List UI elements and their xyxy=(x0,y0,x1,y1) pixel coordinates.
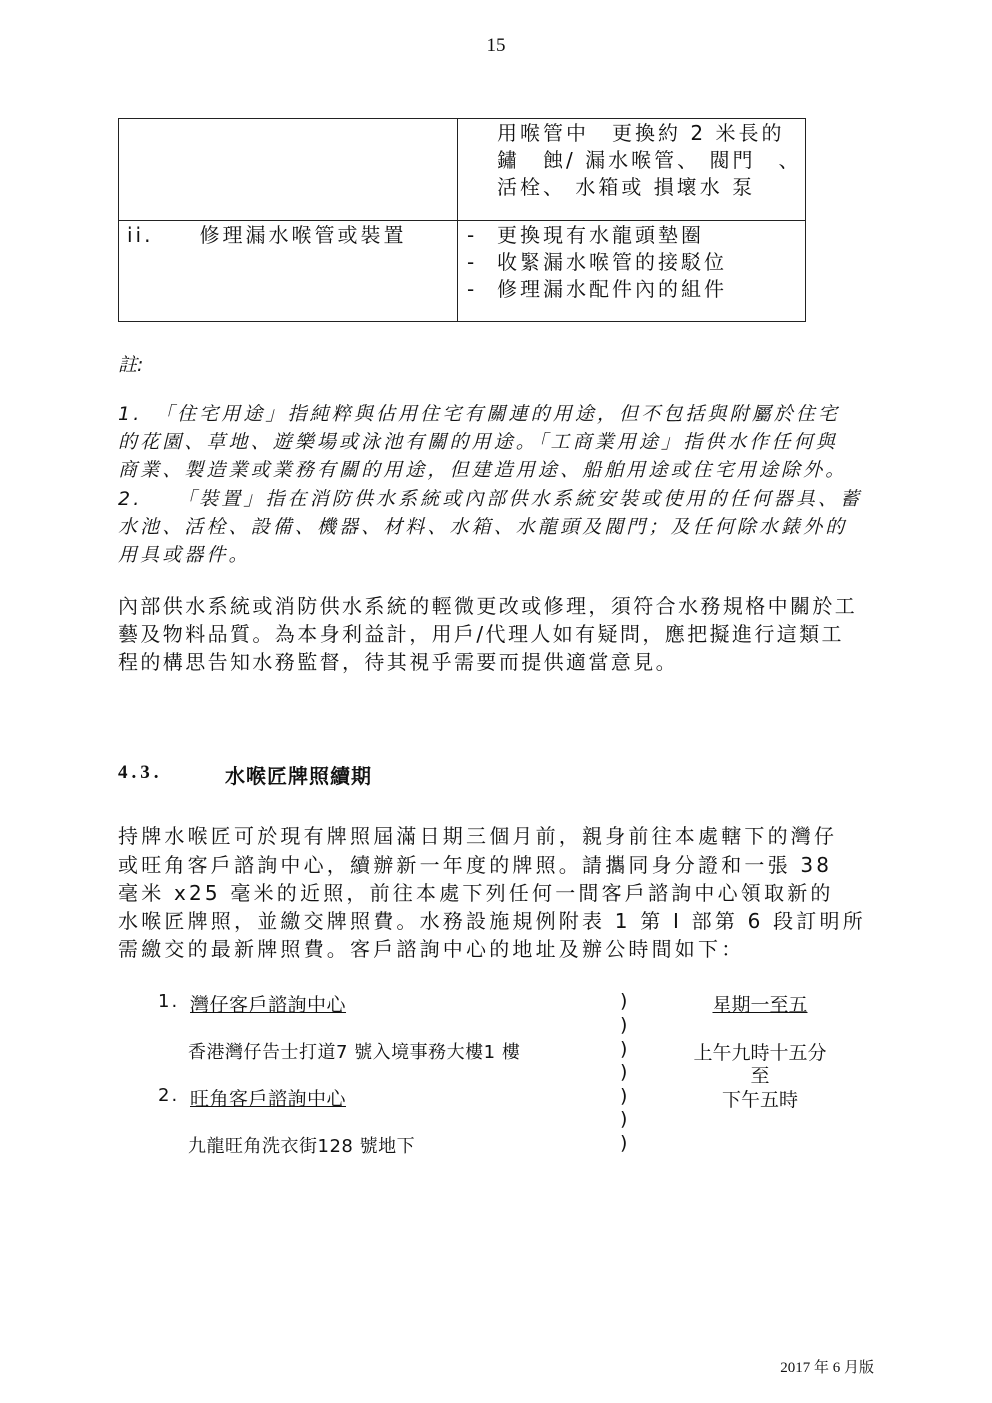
bullet-dash: - xyxy=(467,250,475,274)
bracket-mark: ) xyxy=(620,1085,628,1107)
office-number: 2. xyxy=(158,1085,180,1106)
paragraph-line: 水喉匠牌照，並繳交牌照費。水務設施規例附表 1 第 I 部第 6 段訂明所 xyxy=(118,909,866,933)
table-cell-line: 用喉管中 更換約 2 米長的 xyxy=(497,121,785,145)
paragraph-line: 或旺角客戶諮詢中心，續辦新一年度的牌照。請攜同身分證和一張 38 xyxy=(118,853,833,877)
paragraph-line: 藝及物料品質。為本身利益計，用戶/代理人如有疑問，應把擬進行這類工 xyxy=(118,622,844,646)
bracket-mark: ) xyxy=(620,1061,628,1083)
paragraph-line: 需繳交的最新牌照費。客戶諮詢中心的地址及辦公時間如下： xyxy=(118,937,745,961)
paragraph-line: 內部供水系統或消防供水系統的輕微更改或修理，須符合水務規格中關於工 xyxy=(118,594,858,618)
table-list-item: 修理漏水配件內的組件 xyxy=(497,277,727,301)
table-cell-line: 鏽 蝕/ 漏水喉管、 閥門 、 xyxy=(497,148,802,172)
paragraph-line: 持牌水喉匠可於現有牌照屆滿日期三個月前，親身前往本處轄下的灣仔 xyxy=(118,824,838,848)
office-address: 九龍旺角洗衣街128 號地下 xyxy=(188,1136,416,1157)
notes-label: 註: xyxy=(118,354,144,376)
table-row-label: ii. 修理漏水喉管或裝置 xyxy=(127,223,407,247)
table-list-item: 更換現有水龍頭墊圈 xyxy=(497,223,704,247)
repair-table xyxy=(118,118,806,322)
bracket-mark: ) xyxy=(620,1014,628,1036)
section-number: 4.3. xyxy=(118,762,163,783)
office-address: 香港灣仔告士打道7 號入境事務大樓1 樓 xyxy=(188,1042,521,1063)
table-list-item: 收緊漏水喉管的接駁位 xyxy=(497,250,727,274)
office-hours-to: 至 xyxy=(750,1065,770,1087)
office-number: 1. xyxy=(158,991,180,1012)
bracket-mark: ) xyxy=(620,1108,628,1130)
bracket-mark: ) xyxy=(620,990,628,1012)
office-days: 星期一至五 xyxy=(712,994,808,1016)
office-hours-start: 上午九時十五分 xyxy=(693,1042,827,1064)
office-hours-end: 下午五時 xyxy=(721,1089,798,1111)
note-line: 1. 「住宅用途」指純粹與佔用住宅有關連的用途，但不包括與附屬於住宅 xyxy=(118,403,841,425)
paragraph-line: 毫米 x25 毫米的近照，前往本處下列任何一間客戶諮詢中心領取新的 xyxy=(118,881,834,905)
section-title: 水喉匠牌照續期 xyxy=(225,764,372,788)
office-name: 旺角客戶諮詢中心 xyxy=(190,1088,347,1110)
note-line: 2. 「裝置」指在消防供水系統或內部供水系統安裝或使用的任何器具、蓄 xyxy=(118,488,863,510)
bullet-dash: - xyxy=(467,223,475,247)
bracket-mark: ) xyxy=(620,1132,628,1154)
bracket-mark: ) xyxy=(620,1038,628,1060)
paragraph-line: 程的構思告知水務監督，待其視乎需要而提供適當意見。 xyxy=(118,650,678,674)
table-cell-line: 活栓、 水箱或 損壞水 泵 xyxy=(497,175,756,199)
bullet-dash: - xyxy=(467,277,475,301)
page-number: 15 xyxy=(486,35,506,56)
office-name: 灣仔客戶諮詢中心 xyxy=(190,994,347,1016)
note-line: 的花園、草地、遊樂場或泳池有關的用途。「工商業用途」指供水作任何與 xyxy=(118,431,838,453)
note-line: 商業、製造業或業務有關的用途，但建造用途、船舶用途或住宅用途除外。 xyxy=(118,459,848,481)
edition-footer: 2017 年 6 月版 xyxy=(780,1360,874,1376)
note-line: 用具或器件。 xyxy=(118,544,251,566)
note-line: 水池、活栓、設備、機器、材料、水箱、水龍頭及閥門；及任何除水錶外的 xyxy=(118,516,848,538)
